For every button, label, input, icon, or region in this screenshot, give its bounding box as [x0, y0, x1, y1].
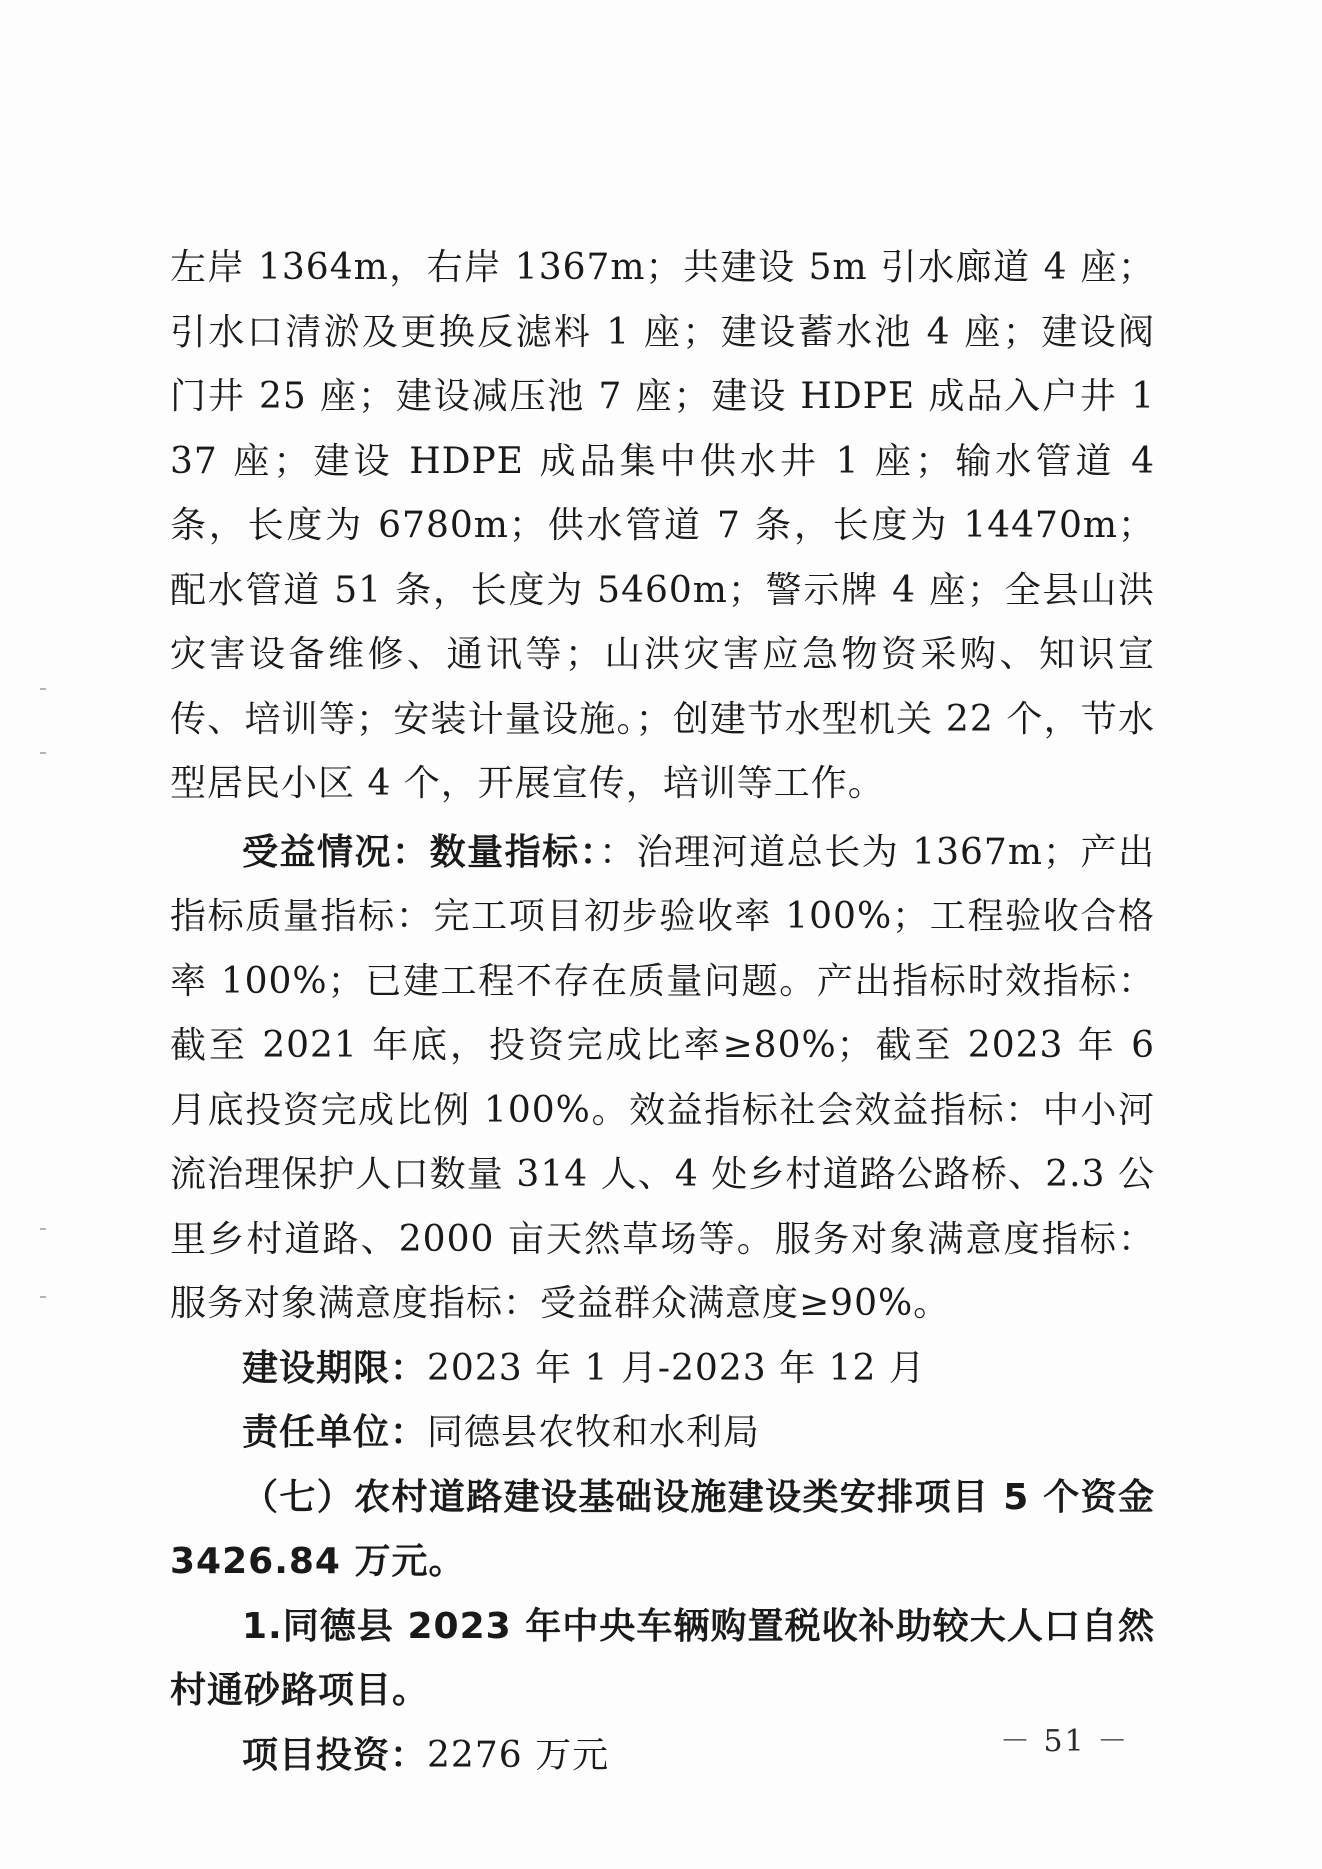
section-heading: [170, 1466, 1155, 1595]
scan-artifact: [40, 688, 46, 690]
scan-artifact: [40, 1296, 46, 1298]
paragraph-project-content: [170, 236, 1155, 817]
scan-artifact: [40, 752, 46, 754]
project-content-text: 左岸 1364m，右岸 1367m；共建设 5m 引水廊道 4 座；引水口清淤及更换反滤料 1 座；建设蓄水池 4 座；建设阀门井 25 座；建设减压池 7 座；建设 HDPE 成品入户井 137 座；建设 HDPE 成品集中供水井 1 座；输水管道 4 条，长度为 6780m；供水管道 7 条，长度为 14470m；配水管道 51 条，长度为 5460m；警示牌 4 座；全县山洪灾害设备维修、通讯等；山洪灾害应急物资采购、知识宣传、培训等；安装计量设施。；创建节水型机关 22 个，节水型居民小区 4 个，开展宣传，培训等工作。: [170, 247, 1155, 804]
body-text: [170, 236, 1155, 1788]
unit-label: 责任单位：: [242, 1412, 428, 1453]
investment-label: 项目投资：: [242, 1734, 428, 1776]
project-heading: [170, 1595, 1155, 1724]
project-heading-text: 1.同德县 2023 年中央车辆购置税收补助较大人口自然村通砂路项目。: [170, 1605, 1155, 1711]
unit-text: 同德县农牧和水利局: [427, 1412, 761, 1453]
paragraph-responsible-unit: [170, 1401, 1155, 1466]
benefit-text: ：治理河道总长为 1367m；产出指标质量指标：完工项目初步验收率 100%；工程验收合格率 100%；已建工程不存在质量问题。产出指标时效指标：截至 2021 年底，投资完成比率≥80%；截至 2023 年 6 月底投资完成比例 100%。效益指标社会效益指标：中小河流治理保护人口数量 314 人、4 处乡村道路公路桥、2.3 公里乡村道路、2000 亩天然草场等。服务对象满意度指标：服务对象满意度指标：受益群众满意度≥90%。: [170, 831, 1155, 1324]
section-heading-text: （七）农村道路建设基础设施建设类安排项目 5 个资金 3426.84 万元。: [170, 1476, 1155, 1582]
scan-artifact: [40, 1228, 46, 1230]
paragraph-benefits: [170, 821, 1155, 1337]
paragraph-period: [170, 1337, 1155, 1402]
investment-text: 2276 万元: [427, 1734, 610, 1776]
period-label: 建设期限：: [242, 1347, 428, 1389]
period-text: 2023 年 1 月-2023 年 12 月: [427, 1347, 926, 1389]
benefit-label: 受益情况：数量指标：: [242, 831, 600, 873]
page-number: － 51 －: [1000, 1724, 1130, 1759]
